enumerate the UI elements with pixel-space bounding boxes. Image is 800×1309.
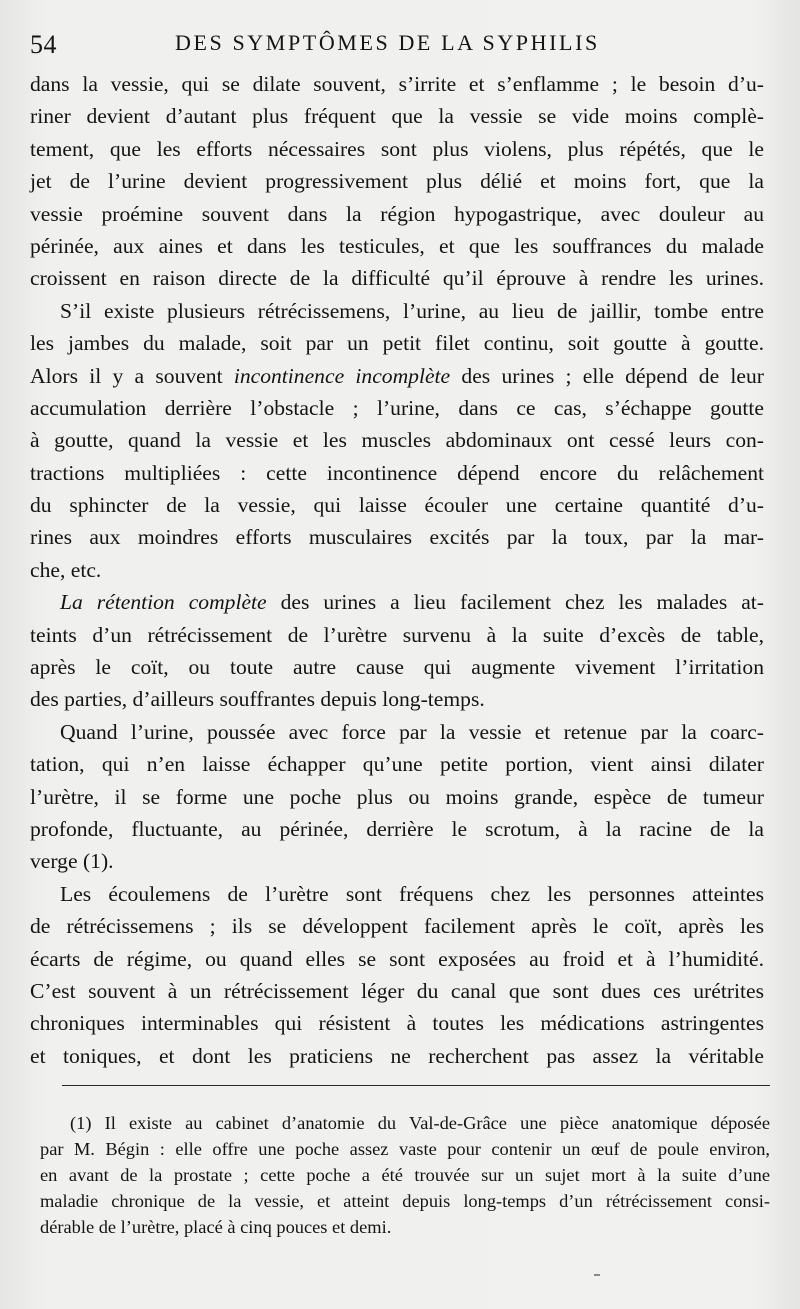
text-line: l’urètre, il se forme une poche plus ou moins grande, espèce de tumeur	[30, 784, 764, 809]
text-line: jet de l’urine devient progressivement plus délié et moins fort, que la	[30, 169, 764, 194]
text-line: de rétrécissemens ; ils se développent facilement après le coït, après les	[30, 914, 764, 939]
body-text	[30, 68, 764, 1072]
text-line: périnée, aux aines et dans les testicules, et que les souffrances du malade	[30, 233, 764, 258]
italic-phrase: incontinence incomplète	[233, 363, 451, 388]
text-line: et toniques, et dont les praticiens ne recherchent pas assez la véritable	[30, 1043, 764, 1068]
text-line: teints d’un rétrécissement de l’urètre survenu à la suite d’excès de table,	[30, 622, 764, 647]
footnote-divider	[62, 1085, 770, 1086]
text-line: dans la vessie, qui se dilate souvent, s’irrite et s’enflamme ; le besoin d’u-	[30, 72, 764, 96]
footnote-line: dérable de l’urètre, placé à cinq pouces et demi.	[40, 1217, 392, 1237]
text-line: C’est souvent à un rétrécissement léger du canal que sont dues ces urétrites	[30, 978, 764, 1003]
text-line: écarts de régime, ou quand elles se sont exposées au froid et à l’humidité.	[30, 946, 764, 971]
running-title: DES SYMPTÔMES DE LA SYPHILIS	[175, 30, 600, 55]
text-line: Les écoulemens de l’urètre sont fréquens chez les personnes atteintes	[60, 881, 764, 906]
text-line: profonde, fluctuante, au périnée, derrière le scrotum, à la racine de la	[30, 816, 764, 841]
text-line: Quand l’urine, poussée avec force par la vessie et retenue par la coarc-	[60, 719, 764, 744]
text-line: La rétention complète des urines a lieu facilement chez les malades at-	[60, 590, 764, 615]
text-line: che, etc.	[30, 557, 102, 582]
text-line: après le coït, ou toute autre cause qui augmente vivement l’irritation	[30, 655, 764, 680]
footnote-line: (1) Il existe au cabinet d’anatomie du Val-de-Grâce une pièce anatomique déposée	[70, 1113, 770, 1133]
text-line: accumulation derrière l’obstacle ; l’urine, dans ce cas, s’échappe goutte	[30, 395, 764, 420]
text-line: à goutte, quand la vessie et les muscles abdominaux ont cessé leurs con-	[30, 428, 764, 453]
italic-phrase: La rétention complète	[60, 590, 267, 615]
text-line: croissent en raison directe de la difficulté qu’il éprouve à rendre les urines.	[30, 266, 764, 291]
footnote-line: maladie chronique de la vessie, et atteint depuis long-temps d’un rétrécissement consi-	[40, 1191, 770, 1211]
text-line: du sphincter de la vessie, qui laisse écouler une certaine quantité d’u-	[30, 493, 764, 518]
text-line: des parties, d’ailleurs souffrantes depuis long-temps.	[30, 687, 485, 712]
footnote-line: par M. Bégin : elle offre une poche assez vaste pour contenir un œuf de poule environ,	[40, 1139, 770, 1159]
text-line: vessie proémine souvent dans la région hypogastrique, avec douleur au	[30, 201, 764, 226]
text-line: tation, qui n’en laisse échapper qu’une petite portion, vient ainsi dilater	[30, 752, 764, 777]
text-line: S’il existe plusieurs rétrécissemens, l’urine, au lieu de jaillir, tombe entre	[60, 298, 764, 323]
text-line: tement, que les efforts nécessaires sont plus violens, plus répétés, que le	[30, 136, 764, 161]
text-line: verge (1).	[30, 849, 114, 874]
page-header	[30, 26, 770, 66]
printer-mark	[594, 1274, 600, 1276]
text-line: chroniques interminables qui résistent à toutes les médications astringentes	[30, 1011, 764, 1036]
text-line: Alors il y a souvent incontinence incomplète des urines ; elle dépend de leur	[30, 363, 764, 388]
footnote-line: en avant de la prostate ; cette poche a été trouvée sur un sujet mort à la suite d’une	[40, 1165, 770, 1185]
text-line: riner devient d’autant plus fréquent que la vessie se vide moins complè-	[30, 104, 764, 129]
text-line: tractions multipliées : cette incontinence dépend encore du relâchement	[30, 460, 764, 485]
text-line: rines aux moindres efforts musculaires excités par la toux, par la mar-	[30, 525, 764, 550]
text-line: les jambes du malade, soit par un petit filet continu, soit goutte à goutte.	[30, 331, 764, 356]
page-number: 54	[30, 30, 57, 59]
footnote	[40, 1110, 770, 1240]
